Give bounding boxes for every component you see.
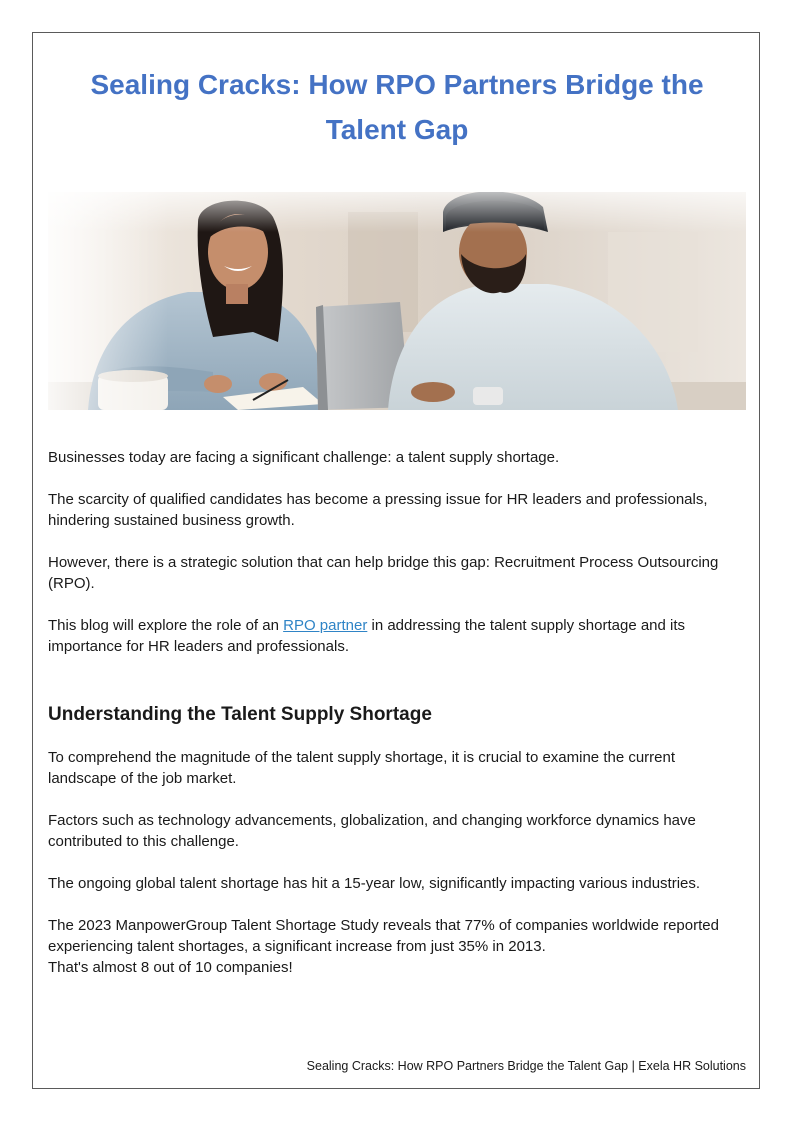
section-paragraph-2: Factors such as technology advancements, globalization, and changing workforce dynamics have contributed to this challenge. [48, 812, 696, 850]
intro-paragraph-4-end: in addressing the talent supply shortage and its importance for HR leaders and professionals. [48, 617, 686, 655]
section-paragraph-3: The ongoing global talent shortage has hit a 15-year low, significantly impacting various industries. [48, 875, 701, 892]
intro-paragraph-4 [48, 615, 746, 657]
page-footer: Sealing Cracks: How RPO Partners Bridge the Talent Gap | Exela HR Solutions [306, 1059, 746, 1073]
section-heading: Understanding the Talent Supply Shortage [48, 704, 432, 725]
intro-paragraph-4-start: This blog will explore the role of an [48, 617, 284, 634]
document-title: Sealing Cracks: How RPO Partners Bridge the Talent Gap [90, 69, 704, 145]
section-paragraph-4: The 2023 ManpowerGroup Talent Shortage Study reveals that 77% of companies worldwide reported experiencing talent shortages, a significant increase from just 35% in 2013. [48, 917, 719, 955]
section-paragraph-1: To comprehend the magnitude of the talent supply shortage, it is crucial to examine the current landscape of the job market. [48, 749, 676, 787]
hero-photo-illustration [48, 192, 746, 410]
intro-paragraph-1: Businesses today are facing a significant challenge: a talent supply shortage. [48, 449, 560, 466]
hero-photo [48, 192, 746, 410]
section-paragraph-5: That's almost 8 out of 10 companies! [48, 959, 293, 976]
rpo-partner-link[interactable]: RPO partner [283, 617, 368, 634]
intro-paragraph-2: The scarcity of qualified candidates has become a pressing issue for HR leaders and professionals, hindering sustained business growth. [48, 491, 708, 529]
document-body [48, 447, 746, 978]
intro-paragraph-3: However, there is a strategic solution that can help bridge this gap: Recruitment Process Outsourcing (RPO). [48, 554, 719, 592]
